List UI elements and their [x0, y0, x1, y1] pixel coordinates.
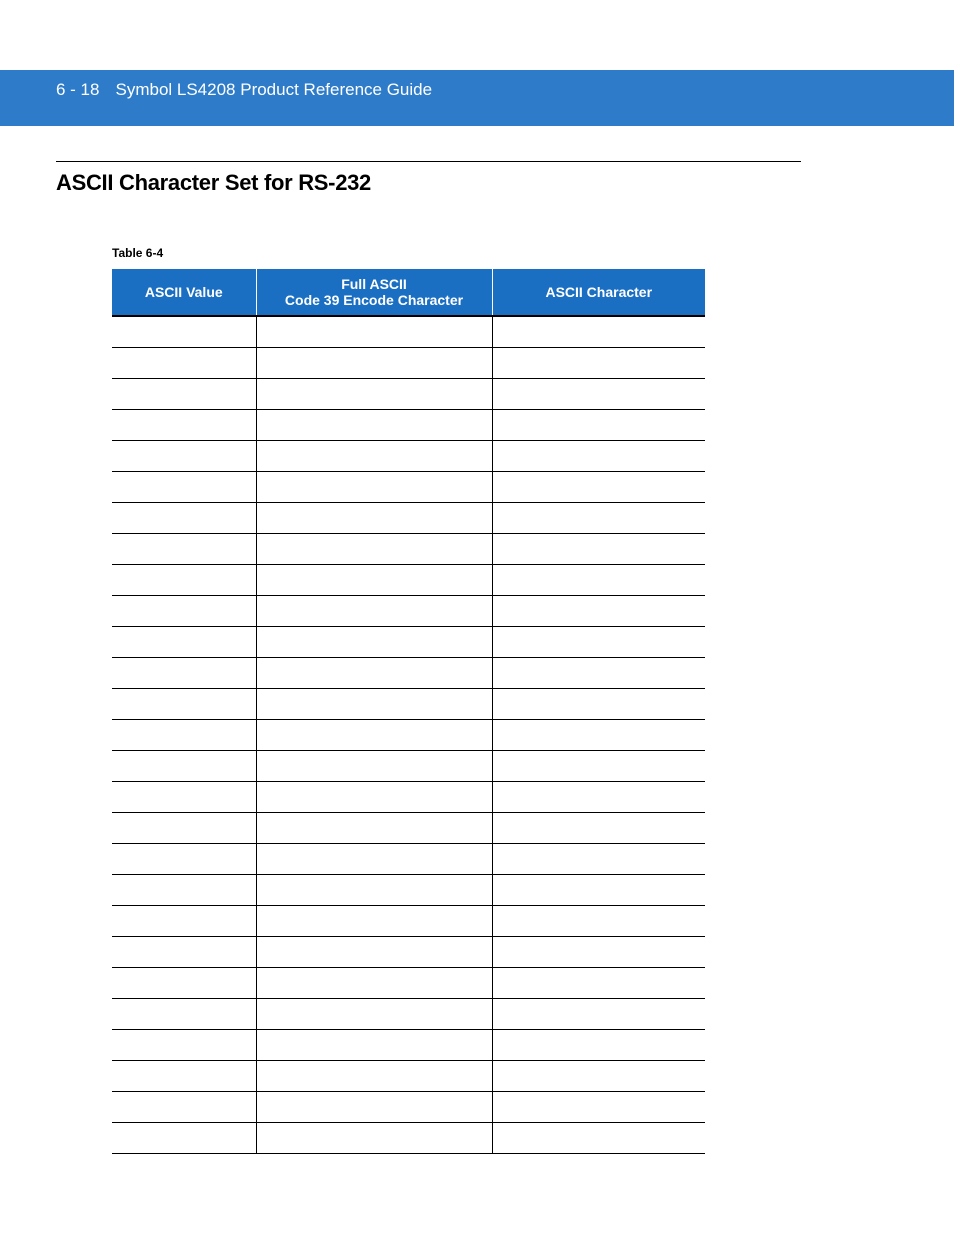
- cell-ascii-character: [492, 1123, 705, 1154]
- cell-full-ascii: [256, 1061, 492, 1092]
- cell-full-ascii: [256, 844, 492, 875]
- cell-ascii-value: [112, 1092, 256, 1123]
- cell-ascii-character: [492, 410, 705, 441]
- cell-ascii-character: [492, 658, 705, 689]
- table-row: [112, 720, 705, 751]
- table-row: [112, 782, 705, 813]
- cell-ascii-value: [112, 937, 256, 968]
- table-row: [112, 596, 705, 627]
- cell-ascii-character: [492, 441, 705, 472]
- table-row: [112, 999, 705, 1030]
- table-row: [112, 689, 705, 720]
- table-row: [112, 627, 705, 658]
- cell-ascii-value: [112, 751, 256, 782]
- cell-ascii-character: [492, 782, 705, 813]
- table-row: [112, 565, 705, 596]
- ascii-table: [112, 269, 705, 1154]
- table-row: [112, 534, 705, 565]
- cell-ascii-character: [492, 1061, 705, 1092]
- cell-ascii-character: [492, 1030, 705, 1061]
- cell-ascii-character: [492, 999, 705, 1030]
- cell-ascii-character: [492, 1092, 705, 1123]
- cell-ascii-character: [492, 472, 705, 503]
- cell-ascii-value: [112, 379, 256, 410]
- cell-ascii-value: [112, 875, 256, 906]
- column-header-sublabel: Code 39 Encode Character: [284, 292, 464, 308]
- cell-ascii-character: [492, 813, 705, 844]
- cell-ascii-value: [112, 1030, 256, 1061]
- cell-full-ascii: [256, 968, 492, 999]
- table-row: [112, 410, 705, 441]
- cell-ascii-character: [492, 937, 705, 968]
- cell-ascii-value: [112, 1061, 256, 1092]
- table-row: [112, 1123, 705, 1154]
- cell-ascii-value: [112, 627, 256, 658]
- cell-full-ascii: [256, 627, 492, 658]
- cell-full-ascii: [256, 999, 492, 1030]
- cell-ascii-value: [112, 348, 256, 379]
- table-row: [112, 503, 705, 534]
- cell-full-ascii: [256, 658, 492, 689]
- table-row: [112, 875, 705, 906]
- cell-ascii-character: [492, 751, 705, 782]
- table-row: [112, 968, 705, 999]
- cell-ascii-value: [112, 720, 256, 751]
- cell-full-ascii: [256, 720, 492, 751]
- cell-ascii-character: [492, 534, 705, 565]
- cell-full-ascii: [256, 751, 492, 782]
- cell-ascii-character: [492, 316, 705, 348]
- cell-ascii-value: [112, 534, 256, 565]
- column-header-ascii-character: [492, 269, 705, 316]
- cell-full-ascii: [256, 782, 492, 813]
- cell-full-ascii: [256, 410, 492, 441]
- cell-full-ascii: [256, 565, 492, 596]
- column-header-full-ascii: [256, 269, 492, 316]
- column-header-label: ASCII Value: [144, 284, 223, 300]
- cell-full-ascii: [256, 472, 492, 503]
- page-number: 6 - 18: [56, 80, 100, 99]
- cell-ascii-character: [492, 503, 705, 534]
- cell-ascii-value: [112, 1123, 256, 1154]
- table-row: [112, 813, 705, 844]
- cell-full-ascii: [256, 379, 492, 410]
- cell-ascii-value: [112, 410, 256, 441]
- cell-full-ascii: [256, 1092, 492, 1123]
- cell-full-ascii: [256, 441, 492, 472]
- section-title: ASCII Character Set for RS-232: [56, 170, 371, 195]
- cell-ascii-value: [112, 316, 256, 348]
- cell-ascii-value: [112, 844, 256, 875]
- cell-ascii-character: [492, 689, 705, 720]
- cell-ascii-value: [112, 906, 256, 937]
- cell-full-ascii: [256, 316, 492, 348]
- table-row: [112, 379, 705, 410]
- cell-ascii-value: [112, 658, 256, 689]
- cell-ascii-character: [492, 844, 705, 875]
- table-row: [112, 348, 705, 379]
- table-row: [112, 1030, 705, 1061]
- cell-full-ascii: [256, 1030, 492, 1061]
- table-row: [112, 751, 705, 782]
- cell-ascii-value: [112, 565, 256, 596]
- table-body: [112, 316, 705, 1154]
- table-row: [112, 441, 705, 472]
- table-row: [112, 844, 705, 875]
- table-row: [112, 1092, 705, 1123]
- cell-full-ascii: [256, 534, 492, 565]
- section-rule: [56, 161, 801, 162]
- column-header-label: ASCII Character: [545, 284, 653, 300]
- cell-ascii-character: [492, 968, 705, 999]
- cell-full-ascii: [256, 348, 492, 379]
- cell-ascii-character: [492, 379, 705, 410]
- cell-full-ascii: [256, 875, 492, 906]
- table-caption: Table 6-4: [112, 246, 164, 260]
- cell-ascii-value: [112, 503, 256, 534]
- cell-full-ascii: [256, 906, 492, 937]
- cell-ascii-character: [492, 627, 705, 658]
- cell-ascii-character: [492, 875, 705, 906]
- table-row: [112, 658, 705, 689]
- cell-ascii-value: [112, 968, 256, 999]
- cell-ascii-character: [492, 596, 705, 627]
- running-header: [56, 80, 432, 100]
- cell-ascii-character: [492, 720, 705, 751]
- cell-ascii-value: [112, 441, 256, 472]
- table-row: [112, 472, 705, 503]
- cell-ascii-value: [112, 782, 256, 813]
- column-header-label: Full ASCII: [341, 276, 407, 292]
- cell-ascii-value: [112, 689, 256, 720]
- cell-ascii-character: [492, 906, 705, 937]
- cell-ascii-value: [112, 999, 256, 1030]
- table-row: [112, 937, 705, 968]
- table-header-row: [112, 269, 705, 316]
- cell-full-ascii: [256, 503, 492, 534]
- column-header-ascii-value: [112, 269, 256, 316]
- table-row: [112, 906, 705, 937]
- cell-full-ascii: [256, 596, 492, 627]
- cell-ascii-value: [112, 596, 256, 627]
- cell-full-ascii: [256, 689, 492, 720]
- cell-full-ascii: [256, 813, 492, 844]
- table-row: [112, 316, 705, 348]
- cell-ascii-character: [492, 348, 705, 379]
- cell-ascii-value: [112, 472, 256, 503]
- cell-full-ascii: [256, 1123, 492, 1154]
- cell-ascii-character: [492, 565, 705, 596]
- document-title: Symbol LS4208 Product Reference Guide: [115, 80, 433, 99]
- cell-ascii-value: [112, 813, 256, 844]
- cell-full-ascii: [256, 937, 492, 968]
- table-row: [112, 1061, 705, 1092]
